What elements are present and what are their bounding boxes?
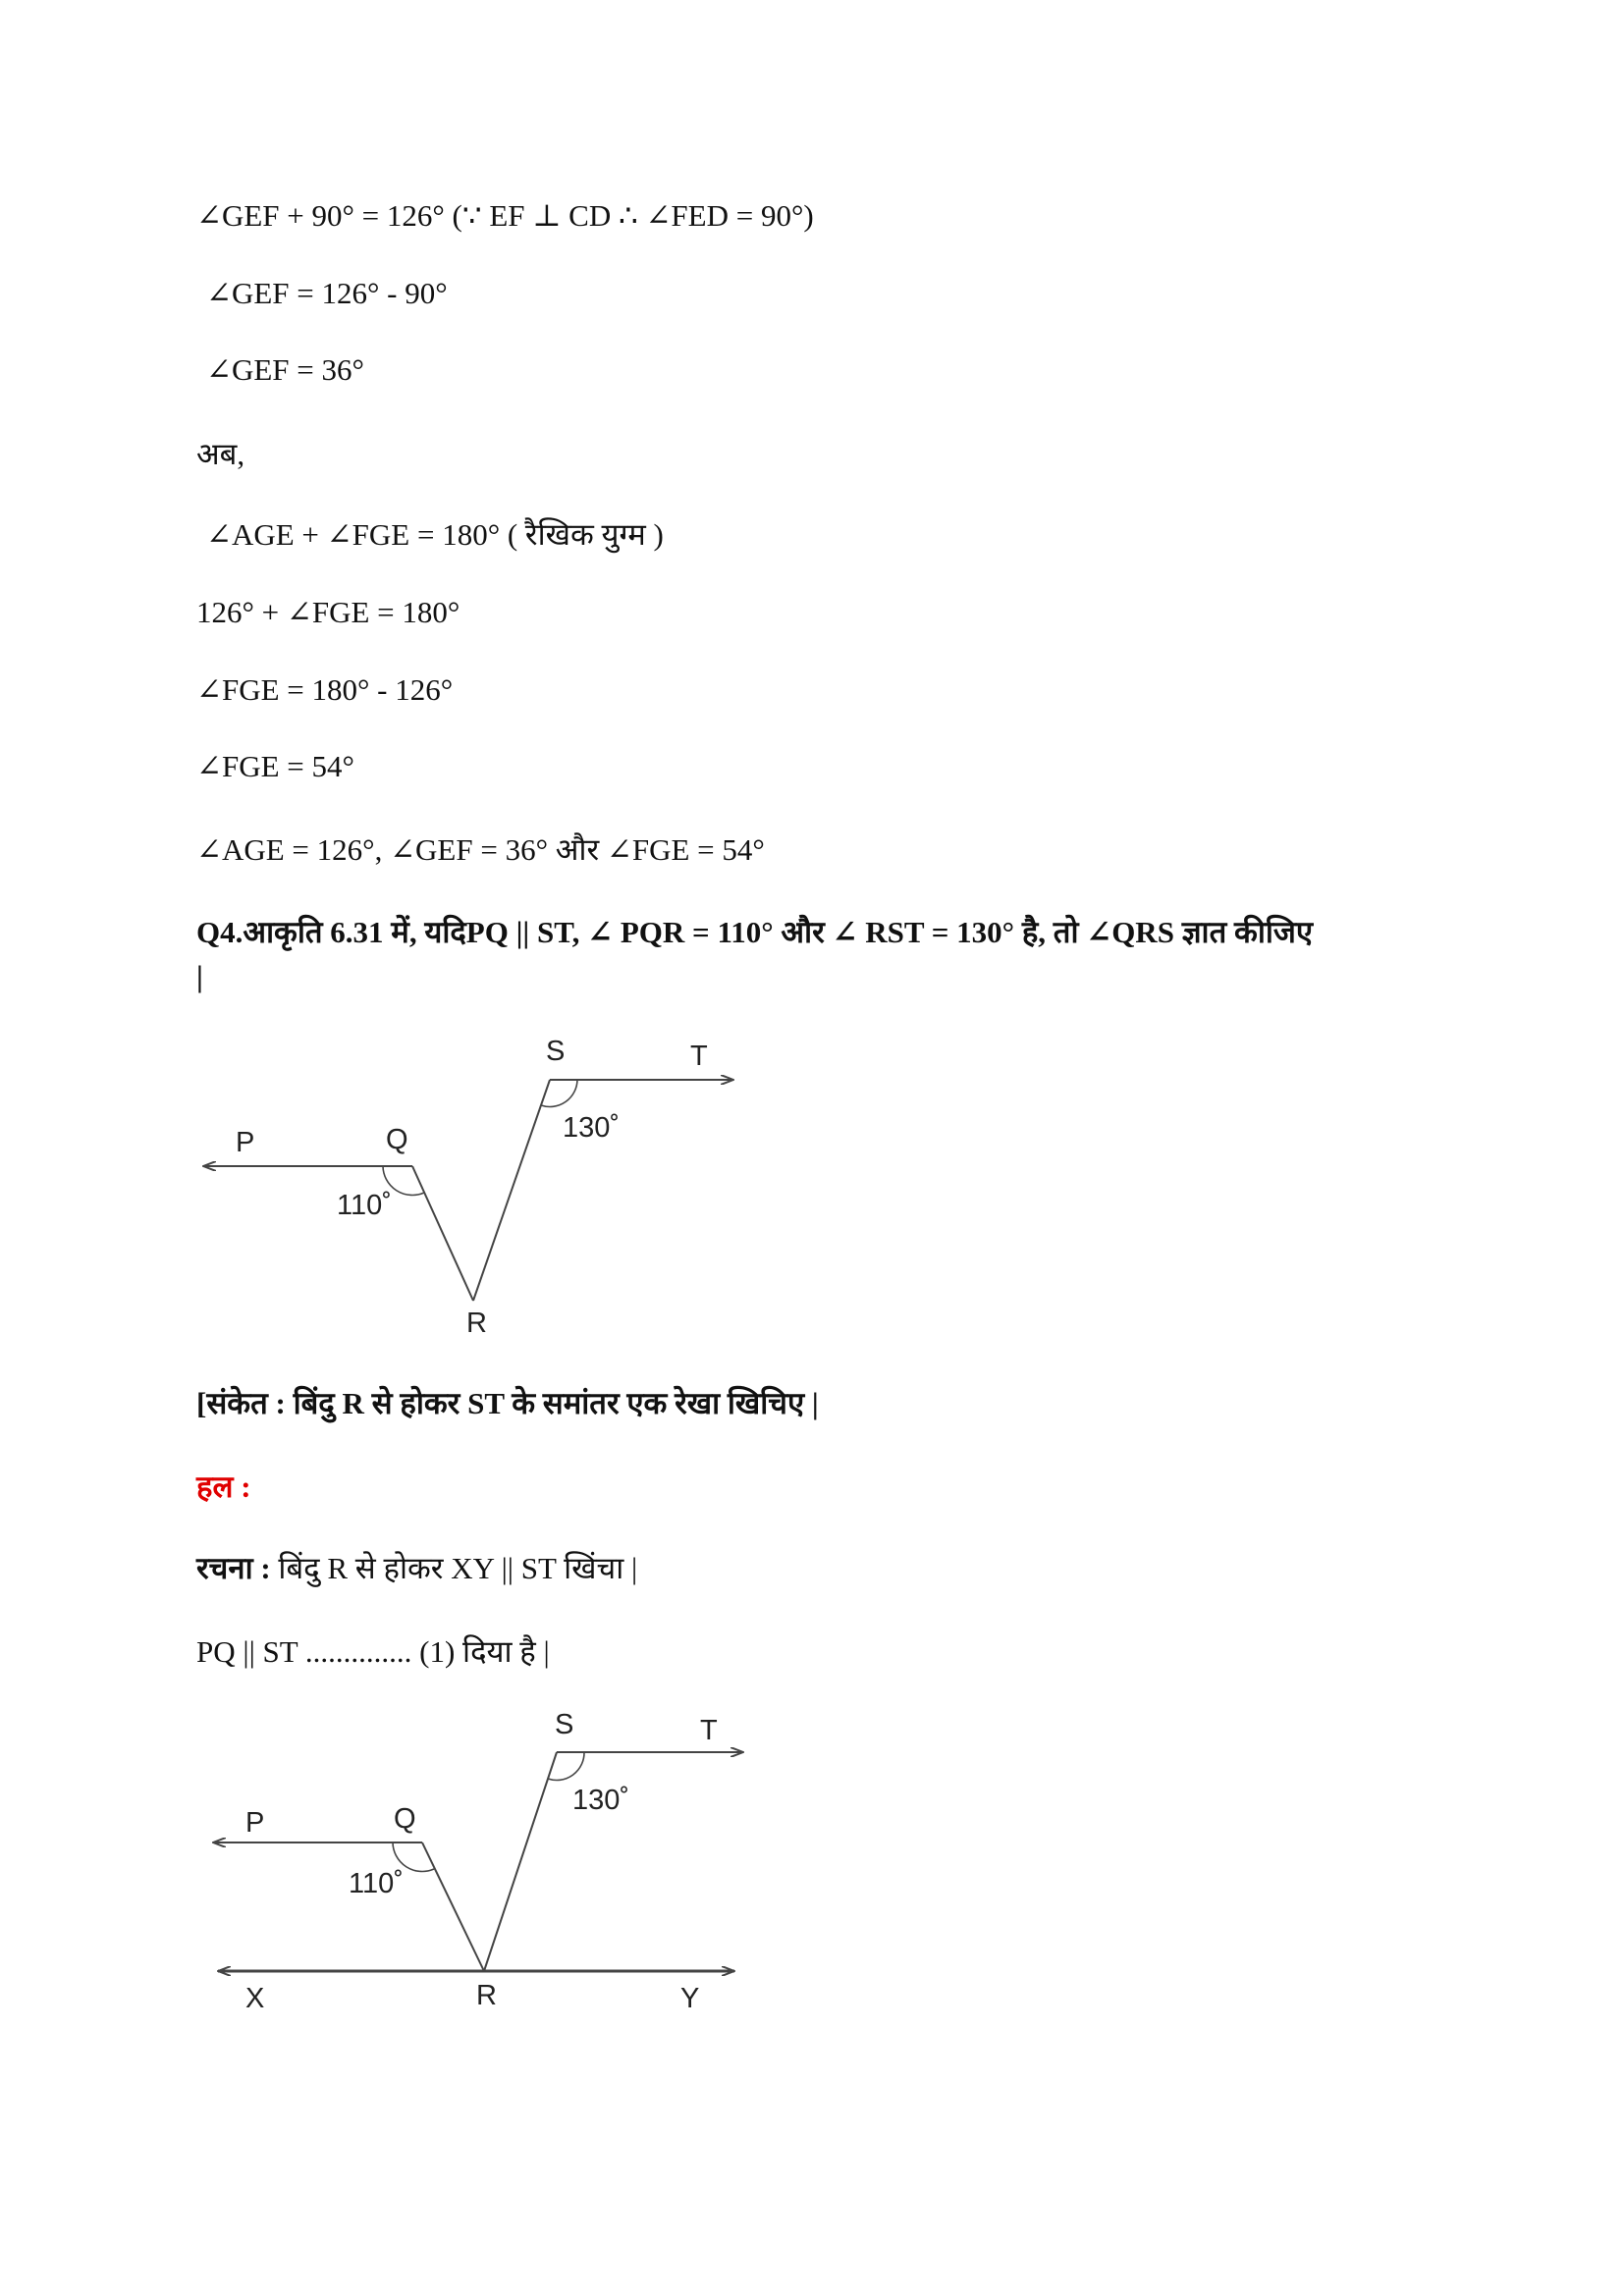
angle-arc-s <box>541 1080 577 1106</box>
line-linear-pair: ∠AGE + ∠FGE = 180° ( रैखिक युग्म ) <box>206 517 664 552</box>
construction-text: बिंदु R से होकर XY || ST खिंचा | <box>270 1551 638 1585</box>
construction-label: रचना : <box>196 1551 271 1585</box>
segment-rs <box>484 1752 557 1971</box>
segment-qr <box>422 1842 484 1971</box>
label-q: Q <box>394 1803 416 1835</box>
line-gef-result: ∠GEF = 36° <box>206 352 364 387</box>
angle-label-110: 110˚ <box>337 1190 392 1221</box>
angle-label-130: 130˚ <box>572 1785 630 1816</box>
line-summary: ∠AGE = 126°, ∠GEF = 36° और ∠FGE = 54° <box>196 832 765 867</box>
line-fge-subtract: ∠FGE = 180° - 126° <box>196 672 454 707</box>
label-s: S <box>555 1709 574 1740</box>
line-now: अब, <box>196 437 245 471</box>
label-p: P <box>236 1127 255 1158</box>
figure-construction <box>201 1700 761 2024</box>
line-fge-result: ∠FGE = 54° <box>196 749 354 783</box>
angle-label-110: 110˚ <box>349 1868 404 1899</box>
segment-rs <box>473 1080 550 1301</box>
hint-text: [संकेत : बिंदु R से होकर ST के समांतर एक रेखा खिचिए | <box>196 1386 819 1420</box>
given-line: PQ || ST .............. (1) दिया है | <box>196 1634 550 1669</box>
label-y: Y <box>680 1983 700 2014</box>
question-tail: | <box>196 959 203 993</box>
label-x: X <box>245 1983 265 2014</box>
line-gef-equation: ∠GEF + 90° = 126° (∵ EF ⊥ CD ∴ ∠FED = 90°) <box>196 198 814 233</box>
angle-label-130: 130˚ <box>563 1112 621 1144</box>
label-t: T <box>690 1041 708 1072</box>
solution-label: हल : <box>196 1469 251 1504</box>
question-text: Q4.आकृति 6.31 में, यदिPQ || ST, ∠ PQR = 110° और ∠ RST = 130° है, तो ∠QRS ज्ञात कीजिए <box>196 915 1314 949</box>
line-fge-equation: 126° + ∠FGE = 180° <box>196 595 460 629</box>
segment-qr <box>412 1166 473 1301</box>
label-t: T <box>700 1715 718 1746</box>
label-p: P <box>245 1807 265 1839</box>
angle-arc-s <box>548 1752 584 1780</box>
label-q: Q <box>386 1124 408 1155</box>
label-r: R <box>466 1308 487 1339</box>
construction-line <box>196 1549 637 1588</box>
label-s: S <box>546 1036 566 1067</box>
line-gef-subtract: ∠GEF = 126° - 90° <box>206 276 448 310</box>
figure-6-31 <box>191 1026 751 1340</box>
label-r: R <box>476 1980 497 2011</box>
